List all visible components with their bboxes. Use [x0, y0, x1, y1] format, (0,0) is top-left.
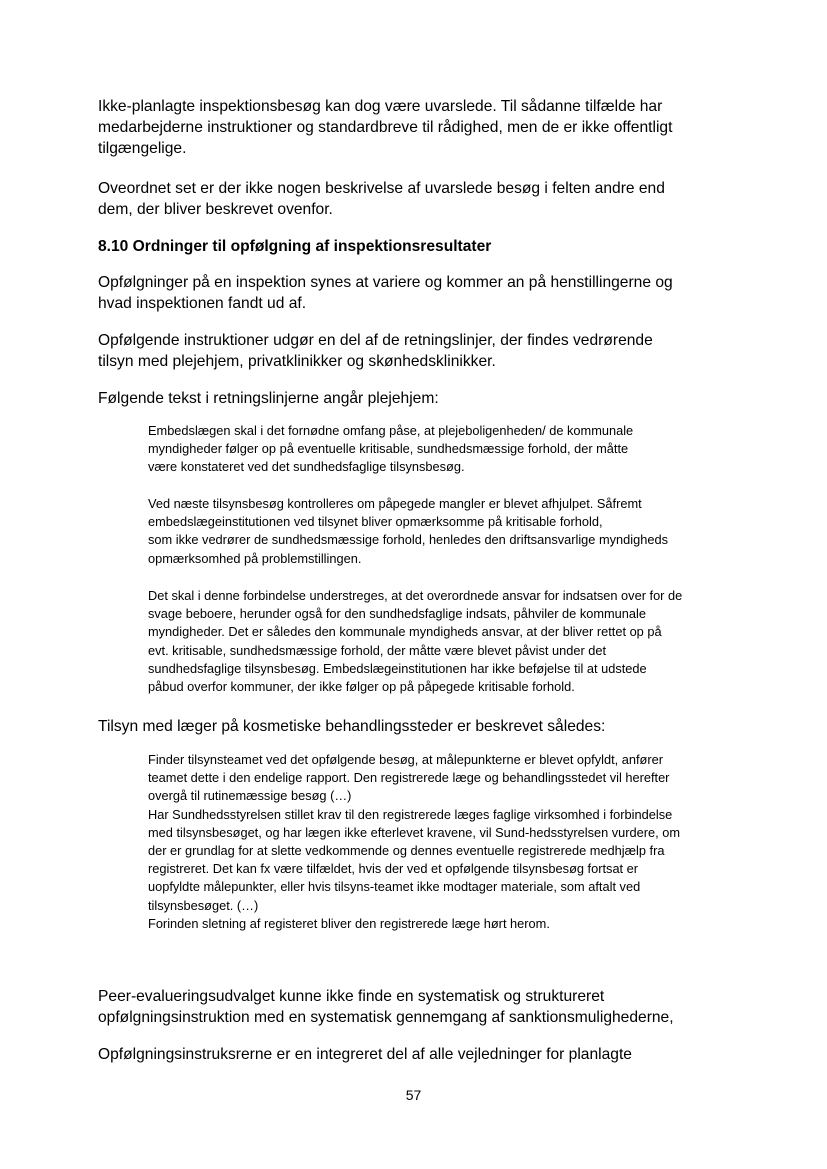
- text-line: tilsyn med plejehjem, privatklinikker og skønhedsklinikker.: [98, 353, 496, 370]
- quote-line: Det skal i denne forbindelse understreges, at det overordnede ansvar for indsatsen over for de: [148, 588, 683, 603]
- quote-line: Finder tilsynsteamet ved det opfølgende besøg, at målepunkterne er blevet opfyldt, anfører: [148, 752, 663, 767]
- paragraph-overview: [98, 178, 738, 220]
- quote-line: tilsynsbesøget. (…): [148, 897, 259, 913]
- paragraph-peer-evaluation: [98, 986, 738, 1028]
- text-line: tilgængelige.: [98, 140, 187, 157]
- quote-line: uopfyldte målepunkter, eller hvis tilsyns-teamet ikke modtager materiale, som aftalt ved: [148, 879, 641, 895]
- paragraph-unannounced-visits: [98, 96, 738, 159]
- paragraph-follow-up-instructions: [98, 330, 738, 372]
- quote-nursing-homes-part-3: [148, 587, 738, 696]
- text-line: Peer-evalueringsudvalget kunne ikke finde en systematisk og struktureret: [98, 988, 605, 1005]
- quote-line: sundhedsfaglige tilsynsbesøg. Embedslægeinstitutionen har ikke beføjelse til at udstede: [148, 660, 647, 676]
- text-line: Opfølgende instruktioner udgør en del af de retningslinjer, der findes vedrørende: [98, 332, 653, 349]
- paragraph-nursing-homes-intro: [98, 388, 738, 409]
- quote-line: med tilsynsbesøget, og har lægen ikke efterlevet kravene, vil Sund-hedsstyrelsen vurdere, om: [148, 824, 681, 840]
- quote-line: Forinden sletning af registeret bliver den registrerede læge hørt herom.: [148, 915, 550, 931]
- quote-line: myndigheder. Det er således den kommunale myndigheds ansvar, at der bliver rettet op på: [148, 624, 662, 640]
- page-number: 57: [405, 1087, 422, 1103]
- text-line: Opfølgninger på en inspektion synes at variere og kommer an på henstillingerne og: [98, 274, 673, 291]
- quote-line: opmærksomhed på problemstillingen.: [148, 550, 362, 566]
- text-line: dem, der bliver beskrevet ovenfor.: [98, 201, 333, 218]
- text-line: Ikke-planlagte inspektionsbesøg kan dog være uvarslede. Til sådanne tilfælde har: [98, 98, 663, 115]
- paragraph-follow-ups: [98, 272, 738, 314]
- text-line: opfølgningsinstruktion med en systematisk gennemgang af sanktionsmulighederne,: [98, 1009, 674, 1026]
- quote-line: Ved næste tilsynsbesøg kontrolleres om påpegede mangler er blevet afhjulpet. Såfremt: [148, 496, 642, 511]
- quote-line: overgå til rutinemæssige besøg (…): [148, 788, 352, 804]
- quote-nursing-homes-part-2: [148, 495, 738, 568]
- quote-line: påbud overfor kommuner, der ikke følger op på påpegede kritisable forhold.: [148, 679, 575, 695]
- quote-line: teamet dette i den endelige rapport. Den registrerede læge og behandlingsstedet vil herefter: [148, 770, 670, 786]
- text-line: Opfølgningsinstruksrerne er en integreret del af alle vejledninger for planlagte: [98, 1046, 632, 1063]
- quote-line: svage beboere, herunder også for den sundhedsfaglige indsats, påhviler de kommunale: [148, 606, 646, 622]
- quote-line: være konstateret ved det sundhedsfaglige tilsynsbesøg.: [148, 459, 465, 475]
- text-line: hvad inspektionen fandt ud af.: [98, 295, 307, 312]
- quote-line: registreret. Det kan fx være tilfældet, hvis der ved et opfølgende tilsynsbesøg fortsat er: [148, 861, 639, 877]
- paragraph-cosmetic-intro: [98, 716, 738, 737]
- quote-nursing-homes-part-1: [148, 422, 738, 477]
- quote-line: Har Sundhedsstyrelsen stillet krav til den registrerede læges faglige virksomhed i forbindelse: [148, 806, 673, 822]
- paragraph-integrated-instructions: [98, 1044, 738, 1065]
- quote-line: som ikke vedrører de sundhedsmæssige forhold, henledes den driftsansvarlige myndigheds: [148, 532, 668, 548]
- quote-line: evt. kritisable, sundhedsmæssige forhold, der måtte være blevet påvist under det: [148, 642, 607, 658]
- quote-line: embedslægeinstitutionen ved tilsynet bliver opmærksomme på kritisable forhold,: [148, 514, 603, 530]
- text-line: Følgende tekst i retningslinjerne angår plejehjem:: [98, 390, 439, 407]
- quote-line: Embedslægen skal i det fornødne omfang påse, at plejeboligenheden/ de kommunale: [148, 423, 634, 438]
- text-line: medarbejderne instruktioner og standardbreve til rådighed, men de er ikke offentligt: [98, 119, 673, 136]
- section-heading: 8.10 Ordninger til opfølgning af inspektionsresultater: [98, 238, 492, 255]
- quote-line: myndigheder følger op på eventuelle kritisable, sundhedsmæssige forhold, der måtte: [148, 441, 629, 457]
- text-line: Oveordnet set er der ikke nogen beskrivelse af uvarslede besøg i felten andre end: [98, 180, 665, 197]
- quote-line: der er grundlag for at slette vedkommende og dennes eventuelle registrerede medhjælp fra: [148, 843, 665, 859]
- quote-cosmetic-clinics: [148, 751, 738, 933]
- text-line: Tilsyn med læger på kosmetiske behandlingssteder er beskrevet således:: [98, 718, 606, 735]
